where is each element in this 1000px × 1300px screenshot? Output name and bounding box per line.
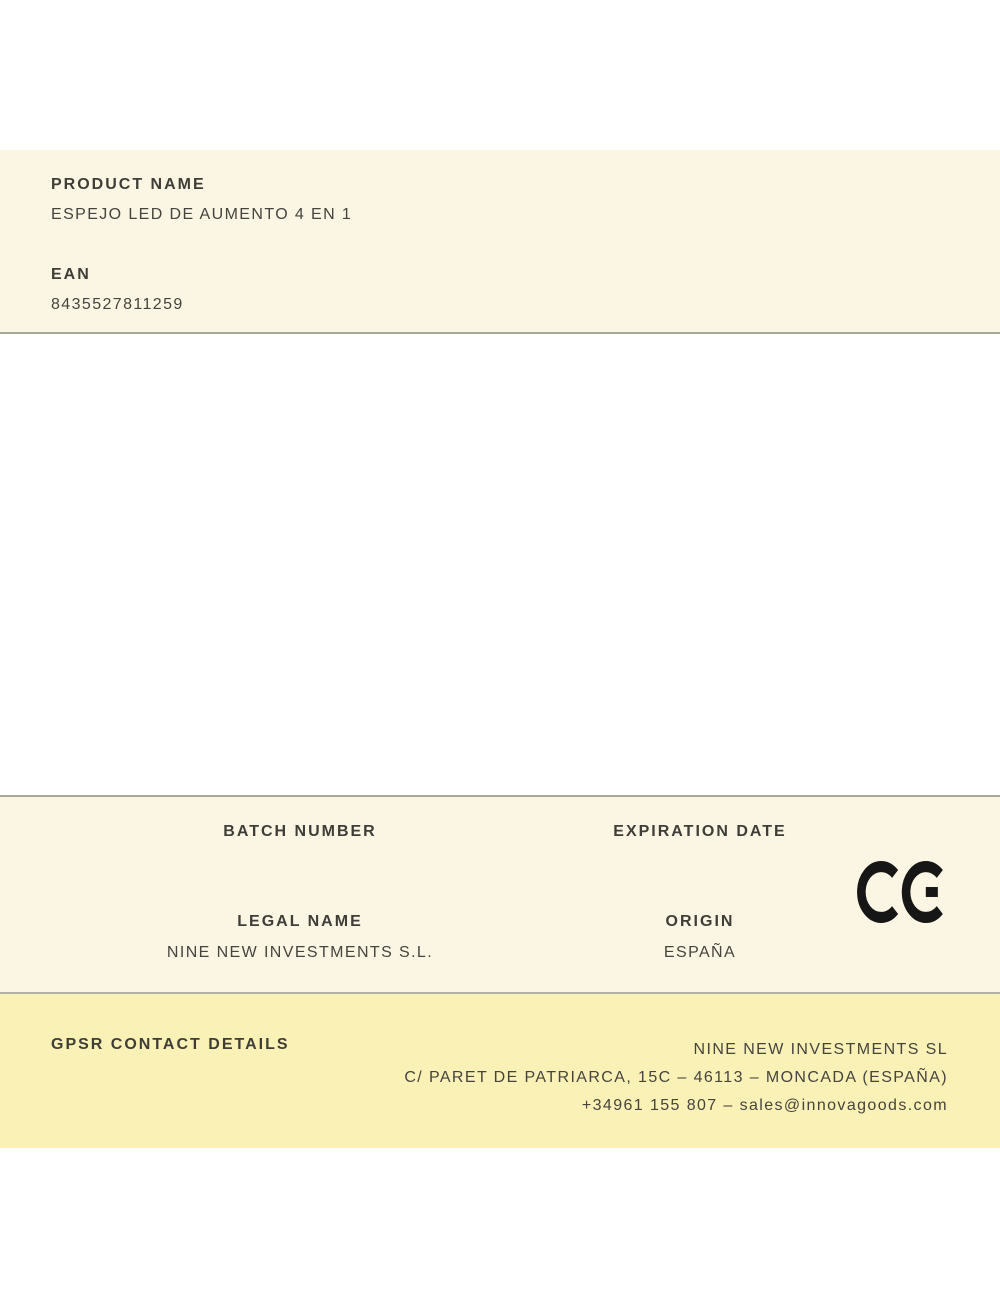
origin-value: ESPAÑA	[663, 944, 737, 961]
expiration-date-label: EXPIRATION DATE	[613, 823, 787, 840]
product-name-label: PRODUCT NAME	[51, 176, 206, 193]
gpsr-phone-email: +34961 155 807 – sales@innovagoods.com	[581, 1097, 948, 1114]
legal-name-label: LEGAL NAME	[237, 913, 363, 930]
origin-label: ORIGIN	[665, 913, 735, 930]
gpsr-address: C/ PARET DE PATRIARCA, 15C – 46113 – MONCADA (ESPAÑA)	[404, 1069, 948, 1086]
ean-value: 8435527811259	[51, 296, 184, 313]
ean-label: EAN	[51, 266, 91, 283]
gpsr-company: NINE NEW INVESTMENTS SL	[693, 1041, 948, 1058]
legal-name-value: NINE NEW INVESTMENTS S.L.	[166, 944, 434, 961]
product-name-value: ESPEJO LED DE AUMENTO 4 EN 1	[51, 206, 353, 223]
ce-mark-icon	[857, 861, 943, 923]
product-info-section	[0, 150, 1000, 334]
batch-info-section	[0, 795, 1000, 992]
batch-number-label: BATCH NUMBER	[223, 823, 377, 840]
gpsr-contact-block	[248, 1036, 948, 1120]
gpsr-contact-label: GPSR CONTACT DETAILS	[51, 1036, 290, 1053]
gpsr-contact-section	[0, 992, 1000, 1148]
